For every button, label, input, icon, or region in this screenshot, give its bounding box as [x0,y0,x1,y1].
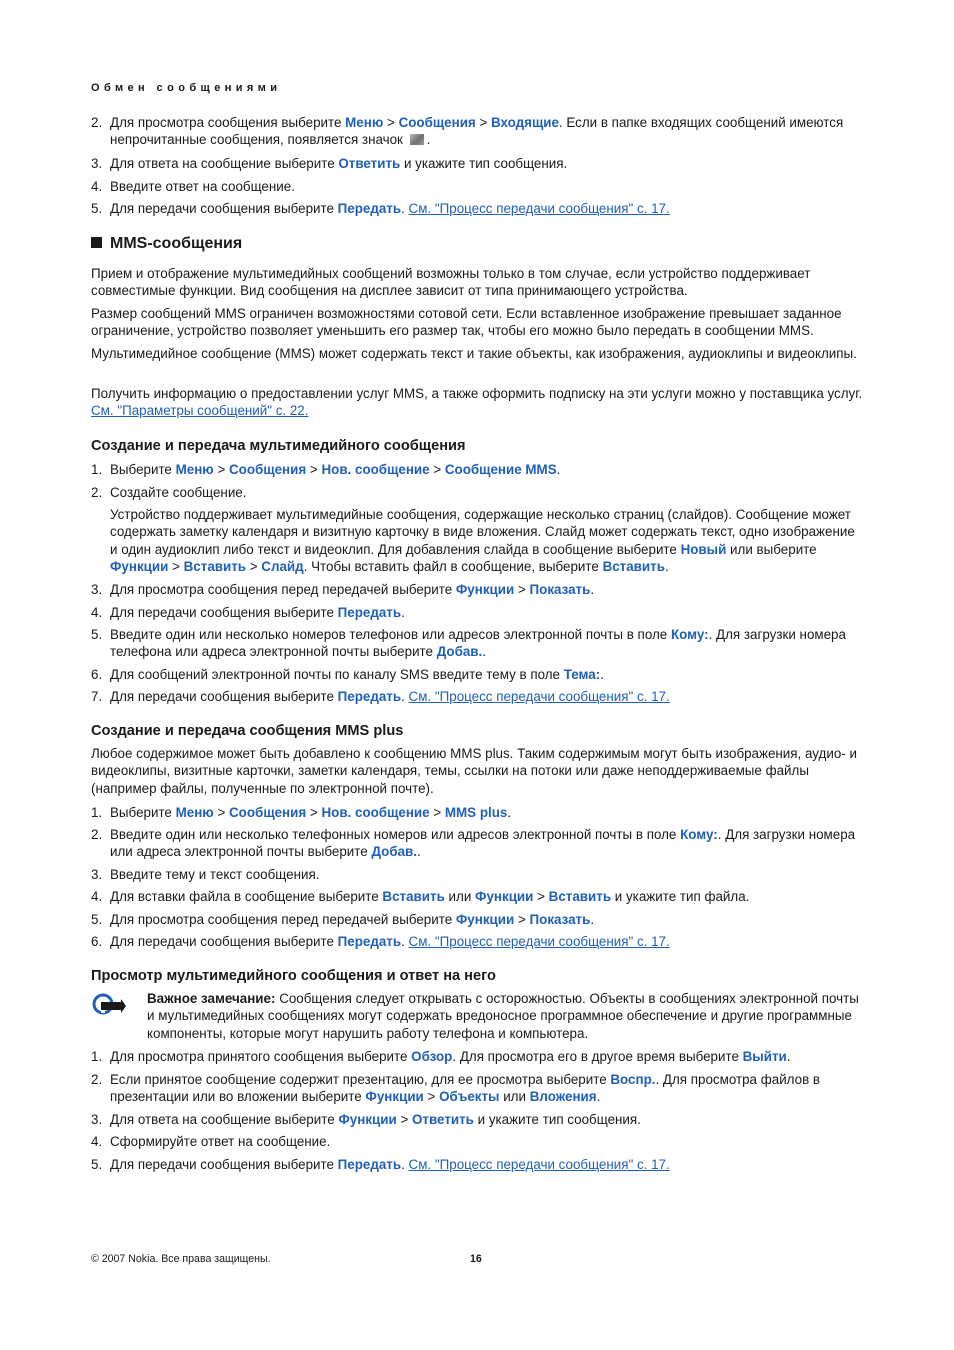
body-text: > [423,1089,440,1105]
list-item-number: 3. [91,156,103,171]
body-text: . [426,132,431,148]
list-item-text [110,484,865,501]
body-text: и укажите тип файла. [611,889,750,904]
body-text: . Если в папке входящих сообщений имеются непрочитанные сообщения, появляется значок [110,115,844,148]
running-header: Обмен сообщениями [91,82,282,94]
list-item-number: 2. [91,485,103,500]
body-text: > [306,462,322,477]
body-text: > [168,559,184,575]
body-text: > [429,462,445,477]
menu-keyword: Воспр. [610,1072,656,1087]
body-text: . [401,1157,409,1172]
paragraph [91,345,865,362]
subhead-create: Создание и передача мультимедийного сообщения [91,438,466,454]
body-text: > [396,1112,413,1127]
list-item-text [110,626,865,661]
list-item [91,581,865,598]
list-item-text [110,866,865,883]
list-item [91,1133,865,1150]
list-item [91,888,865,905]
body-text: Если принятое сообщение содержит презентацию, для ее просмотра выберите [110,1072,611,1087]
body-text: Устройство поддерживает мультимедийные сообщения, содержащие несколько страниц (слайдов). Сообщение может содержать заметку календаря и визитную карточку в виде вложения. Слайд может содержать текст, одно изображение и один аудиоклип либо текст и видеоклип. Для добавления слайда в сообщение выберите [110,507,855,557]
menu-keyword: Показать [529,582,591,597]
body-text: Для передачи сообщения выберите [110,201,338,216]
body-text: Введите один или несколько номеров телефонов или адресов электронной почты в поле [110,627,671,642]
menu-keyword: Вставить [548,889,612,904]
body-text: > [246,559,262,575]
paragraph [91,385,865,420]
list-item [91,155,865,172]
list-item [91,826,865,861]
menu-keyword: Передать [337,689,402,704]
section-mms [91,234,242,254]
list-item-number: 5. [91,912,103,927]
menu-keyword: Функции [455,912,515,927]
list-item-number: 3. [91,1112,103,1127]
list-item-number: 3. [91,582,103,597]
body-text: Введите тему и текст сообщения. [110,867,320,882]
note-label: Важное замечание: [147,991,276,1006]
menu-keyword: Кому: [680,827,718,842]
body-text: Получить информацию о предоставлении услуг MMS, а также оформить подписку на эти услуги можно у поставщика услуг. [91,386,863,401]
body-text: . [596,1089,601,1105]
list-item-number: 2. [91,1072,103,1087]
menu-keyword: Сообщения [398,115,476,130]
subhead-mms-plus: Создание и передача сообщения MMS plus [91,723,404,739]
list-item-text [110,1111,865,1128]
list-item [91,461,865,478]
body-text: Для вставки файла в сообщение выберите [110,889,383,904]
list-item [91,1071,865,1106]
body-text: . [786,1049,791,1064]
list-item-text [110,888,865,905]
body-text: Для сообщений электронной почты по каналу SMS введите тему в поле [110,667,564,682]
list-item-number: 6. [91,934,103,949]
body-text: Для передачи сообщения выберите [110,1157,338,1172]
list-item-number: 7. [91,689,103,704]
list-item-number: 4. [91,889,103,904]
menu-keyword: Тема: [563,667,601,682]
body-text: . Чтобы вставить файл в сообщение, выберите [303,559,603,575]
body-text: Введите один или несколько телефонных номеров или адресов электронной почты в поле [110,827,681,842]
body-text: . [590,912,595,927]
menu-keyword: Меню [175,462,214,477]
list-item [91,200,865,217]
list-item-number: 2. [91,115,103,130]
body-text: . [401,605,405,620]
menu-keyword: Функции [110,559,169,575]
body-text: Создайте сообщение. [110,485,247,500]
body-text: > [475,115,492,130]
menu-keyword: Передать [337,605,402,620]
body-text: . [482,644,486,660]
list-item [91,484,865,501]
paragraph [91,305,865,340]
body-text: Для ответа на сообщение выберите [110,156,339,171]
cross-reference-link[interactable]: См. "Процесс передачи сообщения" с. 17. [408,1157,670,1172]
list-item-text [110,666,865,683]
list-item-number: 4. [91,605,103,620]
body-text: Для передачи сообщения выберите [110,934,338,949]
list-item [91,1156,865,1173]
body-text: Размер сообщений MMS ограничен возможностями сотовой сети. Если вставленное изображение превышает заданное ограничение, устройство позволяет уменьшить его размер так, чтобы его можно было передать в сообщении MMS. [91,306,842,339]
menu-keyword: Нов. сообщение [321,805,430,820]
menu-keyword: Передать [337,934,402,949]
body-text: . [401,201,409,216]
menu-keyword: Слайд [261,559,304,575]
menu-keyword: Показать [529,912,591,927]
list-item [91,506,865,576]
list-item-text [110,1048,865,1065]
list-item-text [110,155,865,172]
menu-keyword: MMS plus [444,805,508,820]
paragraph [91,745,865,797]
list-item-text [110,1133,865,1150]
cross-reference-link[interactable]: См. "Процесс передачи сообщения" с. 17. [408,934,670,949]
note-text: Сообщения следует открывать с осторожностью. Объекты в сообщениях электронной почты и мультимедийных сообщениях могут содержать вредоносное программное обеспечение и другие программные компоненты, которые могут нарушить работу телефона и компьютера. [147,991,859,1041]
menu-keyword: Сообщения [229,805,307,820]
list-item-number: 3. [91,867,103,882]
list-item [91,604,865,621]
body-text: . Для просмотра файлов в презентации или во вложении выберите [110,1072,821,1105]
page-number: 16 [470,1253,482,1265]
body-text: Для просмотра сообщения выберите [110,115,346,130]
important-note-icon [91,992,127,1020]
body-text: Любое содержимое может быть добавлено к сообщению MMS plus. Таким содержимым могут быть изображения, аудио- и видеоклипы, визитные карточки, заметки календаря, темы, ссылки на потоки или даже неподдерживаемые файлы (например файлы, полученные по электронной почте). [91,746,857,796]
list-item-number: 2. [91,827,103,842]
body-text: Введите ответ на сообщение. [110,179,295,194]
body-text: Для ответа на сообщение выберите [110,1112,339,1127]
body-text: . [600,667,604,682]
list-item-text [110,1071,865,1106]
body-text: или выберите [726,541,817,557]
list-item-number: 4. [91,1134,103,1149]
body-text: > [514,912,530,927]
list-item-number: 5. [91,1157,103,1172]
list-item-text [110,911,865,928]
list-item [91,114,865,149]
menu-keyword: Объекты [439,1089,500,1105]
menu-keyword: Меню [175,805,214,820]
body-text: > [306,805,322,820]
list-item-number: 1. [91,805,103,820]
list-item [91,178,865,195]
list-item-number: 6. [91,667,103,682]
list-item-text [110,506,865,576]
body-text: Для просмотра сообщения перед передачей выберите [110,582,456,597]
list-item-text [110,804,865,821]
list-item [91,866,865,883]
body-text: и укажите тип сообщения. [400,156,568,171]
list-item-number: 4. [91,179,103,194]
list-item-text [110,688,865,705]
body-text: . Для просмотра его в другое время выберите [452,1049,743,1064]
body-text: Сформируйте ответ на сообщение. [110,1134,331,1149]
menu-keyword: Вложения [529,1089,597,1105]
menu-keyword: Добав. [371,844,417,860]
section-mms-title: MMS-сообщения [110,235,243,252]
body-text: > [383,115,399,130]
cross-reference-link[interactable]: См. "Процесс передачи сообщения" с. 17. [408,201,670,216]
list-item [91,1111,865,1128]
list-item [91,666,865,683]
menu-keyword: Функции [365,1089,424,1105]
body-text: Выберите [110,462,176,477]
menu-keyword: Вставить [183,559,247,575]
menu-keyword: Вставить [382,889,445,904]
body-text: . [401,689,409,704]
body-text: . [401,934,409,949]
menu-keyword: Добав. [436,644,483,660]
list-item-text [110,1156,865,1173]
body-text: . [507,805,512,820]
menu-keyword: Входящие [491,115,559,130]
menu-keyword: Меню [345,115,384,130]
body-text: > [533,889,549,904]
paragraph [91,265,865,300]
body-text: > [514,582,530,597]
menu-keyword: Новый [680,541,727,557]
body-text: . Для загрузки номера или адреса электронной почты выберите [110,827,856,860]
menu-keyword: Функции [475,889,534,904]
list-item-text [110,178,865,195]
list-item-number: 1. [91,462,103,477]
body-text: . [417,844,421,860]
body-text: > [213,805,230,820]
menu-keyword: Ответить [412,1112,474,1127]
body-text: или [499,1089,530,1105]
list-item-text [110,604,865,621]
list-item-text [110,114,865,149]
menu-keyword: Обзор [411,1049,453,1064]
menu-keyword: Сообщение MMS [444,462,557,477]
body-text: Выберите [110,805,176,820]
new-message-icon [410,134,424,145]
menu-keyword: Сообщения [229,462,307,477]
body-text: или [444,889,476,904]
body-text: Для передачи сообщения выберите [110,689,338,704]
important-note [147,990,865,1042]
list-item [91,626,865,661]
body-text: Для передачи сообщения выберите [110,605,338,620]
footer-copyright: © 2007 Nokia. Все права защищены. [91,1253,271,1265]
menu-keyword: Ответить [338,156,401,171]
body-text: Мультимедийное сообщение (MMS) может содержать текст и такие объекты, как изображения, аудиоклипы и видеоклипы. [91,346,857,361]
cross-reference-link[interactable]: См. "Параметры сообщений" с. 22. [91,403,309,419]
list-item-text [110,933,865,950]
menu-keyword: Кому: [670,627,709,642]
body-text: Для просмотра принятого сообщения выберите [110,1049,412,1064]
menu-keyword: Вставить [602,559,665,575]
list-item [91,688,865,705]
body-text: и укажите тип сообщения. [473,1112,641,1127]
list-item [91,804,865,821]
list-item-text [110,461,865,478]
list-item-number: 1. [91,1049,103,1064]
menu-keyword: Нов. сообщение [321,462,430,477]
body-text: . [590,582,595,597]
list-item-number: 5. [91,201,103,216]
body-text: Прием и отображение мультимедийных сообщений возможны только в том случае, если устройство поддерживает совместимые функции. Вид сообщения на дисплее зависит от типа принимающего устройства. [91,266,811,299]
list-item-text [110,581,865,598]
body-text: > [213,462,230,477]
subhead-view: Просмотр мультимедийного сообщения и ответ на него [91,968,496,984]
menu-keyword: Функции [338,1112,397,1127]
cross-reference-link[interactable]: См. "Процесс передачи сообщения" с. 17. [408,689,670,704]
list-item [91,911,865,928]
menu-keyword: Функции [455,582,515,597]
list-item-text [110,826,865,861]
body-text: Для просмотра сообщения перед передачей выберите [110,912,456,927]
menu-keyword: Выйти [742,1049,787,1064]
menu-keyword: Передать [337,1157,402,1172]
list-item-text [110,200,865,217]
body-text: > [429,805,445,820]
body-text: . Для загрузки номера телефона или адреса электронной почты выберите [110,627,846,660]
list-item-number: 5. [91,627,103,642]
body-text: . [556,462,561,477]
list-item [91,933,865,950]
menu-keyword: Передать [337,201,402,216]
section-bullet-icon [91,237,102,248]
list-item [91,1048,865,1065]
body-text: . [664,559,669,575]
